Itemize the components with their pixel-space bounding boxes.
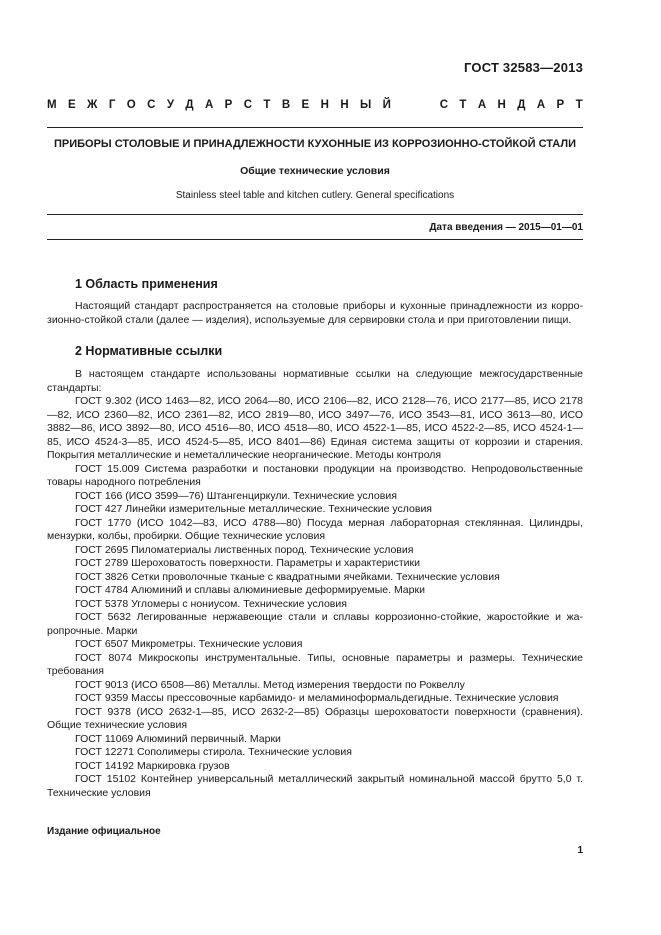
reference-item: ГОСТ 4784 Алюминий и сплавы алюминиевые деформируемые. Марки xyxy=(75,584,425,596)
banner-letter: Т xyxy=(263,99,271,111)
banner-letter: Н xyxy=(497,99,506,111)
reference-item: ГОСТ 2695 Пиломатериалы лиственных пород. Технические условия xyxy=(75,543,414,556)
banner-letter: А xyxy=(204,99,214,111)
reference-item: ГОСТ 6507 Микрометры. Технические условия xyxy=(75,638,303,650)
banner-letter: Ы xyxy=(360,99,372,111)
banner-letter: Ж xyxy=(87,99,98,111)
reference-item: ГОСТ 5632 Легированные нержавеющие стали и сплавы коррозионно-стойкие, жаростойкие и жаропрочные. Марки xyxy=(47,611,583,637)
reference-item: ГОСТ 12271 Сополимеры стирола. Технические условия xyxy=(75,746,352,758)
reference-item: ГОСТ 427 Линейки измерительные металлические. Технические условия xyxy=(75,503,432,515)
document-subtitle: Общие технические условия xyxy=(240,165,390,177)
section-heading-scope: 1 Область применения xyxy=(75,277,218,291)
reference-item: ГОСТ 9359 Массы прессовочные карбамидо- и меламиноформальдегидные. Технические условия xyxy=(75,692,559,704)
paragraph: Настоящий стандарт распространяется на столовые приборы и кухонные принадлежности из коррозионно-стойкой стали (далее — изделия), используемые для сервировки стола и при приготовлении пищи. xyxy=(47,300,583,326)
top-divider xyxy=(47,127,583,128)
banner-letter: У xyxy=(166,99,174,111)
reference-item: ГОСТ 2789 Шероховатость поверхности. Параметры и характеристики xyxy=(75,557,420,569)
reference-item: ГОСТ 14192 Маркировка грузов xyxy=(75,759,230,772)
interstate-standard-banner xyxy=(47,99,583,111)
banner-letter: Д xyxy=(185,99,194,111)
banner-letter: Е xyxy=(301,99,310,111)
reference-item: ГОСТ 15102 Контейнер универсальный металлический закрытый номинальной массой брутто 5,0 т. Технические условия xyxy=(47,773,583,799)
banner-letter: Н xyxy=(320,99,329,111)
english-title: Stainless steel table and kitchen cutlery. General specifications xyxy=(175,190,455,201)
banner-letter: Н xyxy=(340,99,349,111)
reference-item: ГОСТ 3826 Сетки проволочные тканые с квадратными ячейками. Технические условия xyxy=(75,570,500,583)
banner-letter: Т xyxy=(575,99,583,111)
banner-letter: Р xyxy=(224,99,233,111)
banner-letter: С xyxy=(147,99,156,111)
section-heading-references: 2 Нормативные ссылки xyxy=(75,344,223,358)
reference-item: ГОСТ 5378 Угломеры с нониусом. Технические условия xyxy=(75,597,347,610)
banner-letter: Т xyxy=(459,99,467,111)
title-divider xyxy=(47,214,583,215)
section-body-references xyxy=(47,368,583,800)
reference-item: ГОСТ 9.302 (ИСО 1463—82, ИСО 2064—80, ИСО 2106—82, ИСО 2128—76, ИСО 2177—85, ИСО 2178—82, ИСО 2360—82, ИСО 2361—82, ИСО 2819—80, ИСО 3497—76, ИСО 3543—81, ИСО 3613—80, ИСО 3882—86, ИСО 3892—80, ИСО 4516—80, ИСО 4518—80, ИСО 4522-1—85, ИСО 4522-2—85, ИСО 4524-1—85, ИСО 4524-3—85, ИСО 4524-5—85, ИСО 8401—86) Единая система защиты от коррозии и старения. Покрытия металлические и неметаллические неорганические. Методы контроля xyxy=(47,395,583,461)
banner-letter: М xyxy=(47,99,57,111)
banner-letter: Е xyxy=(67,99,76,111)
banner-letter: Д xyxy=(517,99,526,111)
reference-item: ГОСТ 1770 (ИСО 1042—83, ИСО 4788—80) Посуда мерная лабораторная стеклянная. Цилиндры, мензурки, колбы, пробирки. Общие технические условия xyxy=(47,516,583,542)
reference-item: ГОСТ 8074 Микроскопы инструментальные. Типы, основные параметры и размеры. Технические требования xyxy=(47,651,583,677)
reference-item: ГОСТ 9013 (ИСО 6508—86) Металлы. Метод измерения твердости по Роквеллу xyxy=(75,678,465,691)
section-body-scope xyxy=(47,300,583,327)
banner-letter: Й xyxy=(382,99,391,111)
reference-item: ГОСТ 9378 (ИСО 2632-1—85, ИСО 2632-2—85) Образцы шероховатости поверхности (сравнения). Общие технические условия xyxy=(47,705,583,731)
banner-gap xyxy=(402,99,428,111)
banner-letter: Р xyxy=(556,99,565,111)
reference-item: ГОСТ 11069 Алюминий первичный. Марки xyxy=(75,732,281,745)
banner-letter: В xyxy=(281,99,291,111)
banner-letter: С xyxy=(439,99,449,111)
banner-letter: С xyxy=(243,99,253,111)
banner-letter: А xyxy=(477,99,487,111)
date-divider xyxy=(47,239,583,240)
page-number: 1 xyxy=(577,845,583,856)
banner-letter: Г xyxy=(108,99,116,111)
introduction-date: Дата введения — 2015—01—01 xyxy=(429,222,583,233)
banner-letter: А xyxy=(536,99,546,111)
reference-item: ГОСТ 166 (ИСО 3599—76) Штангенциркули. Технические условия xyxy=(75,489,397,502)
paragraph: В настоящем стандарте использованы нормативные ссылки на следующие межгосударственные стандарты: xyxy=(47,368,583,394)
gost-code: ГОСТ 32583—2013 xyxy=(464,60,583,75)
banner-letter: О xyxy=(126,99,136,111)
reference-item: ГОСТ 15.009 Система разработки и постановки продукции на производство. Непродовольственные товары народного потребления xyxy=(47,462,583,488)
document-title: ПРИБОРЫ СТОЛОВЫЕ И ПРИНАДЛЕЖНОСТИ КУХОННЫЕ ИЗ КОРРОЗИОННО-СТОЙКОЙ СТАЛИ xyxy=(53,138,576,150)
official-edition-note: Издание официальное xyxy=(47,826,161,837)
